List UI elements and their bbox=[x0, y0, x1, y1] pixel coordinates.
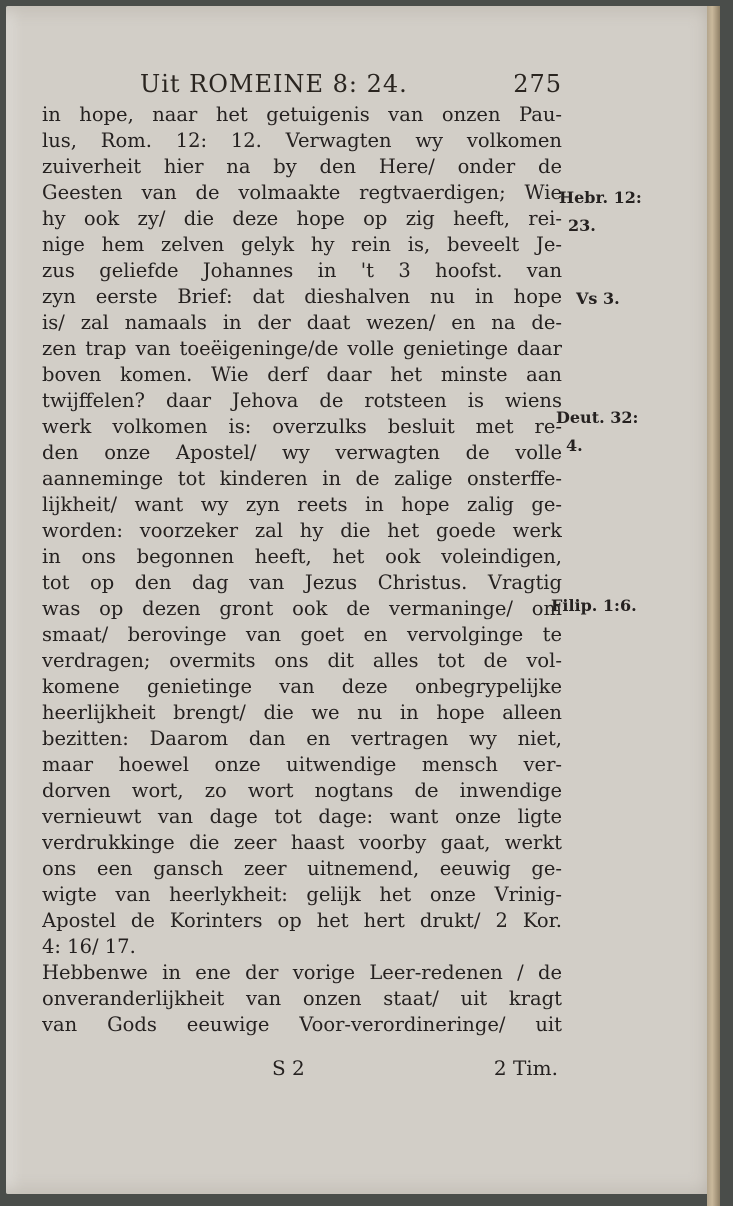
page-edge bbox=[707, 6, 720, 1206]
signature-mark: S 2 bbox=[272, 1056, 305, 1080]
text-line: is/ zal namaals in der daat wezen/ en na de- bbox=[42, 311, 562, 334]
margin-note-hebr-verse: 23. bbox=[568, 216, 596, 235]
text-line: vernieuwt van dage tot dage: want onze ligte bbox=[42, 805, 562, 828]
text-line: van Gods eeuwige Voor-verordineringe/ uit bbox=[42, 1013, 562, 1036]
text-line: hy ook zy/ die deze hope op zig heeft, rei- bbox=[42, 207, 562, 230]
text-line: onveranderlijkheit van onzen staat/ uit kragt bbox=[42, 987, 562, 1010]
text-line: zen trap van toeëigeninge/de volle genietinge daar bbox=[42, 337, 562, 360]
margin-note-hebr: Hebr. 12: bbox=[559, 188, 642, 207]
body-text bbox=[42, 102, 562, 1038]
text-line: zuiverheit hier na by den Here/ onder de bbox=[42, 155, 562, 178]
margin-note-vs: Vs 3. bbox=[576, 289, 620, 308]
book-page bbox=[6, 6, 720, 1194]
text-line: in hope, naar het getuigenis van onzen Pau- bbox=[42, 103, 562, 126]
text-line: lus, Rom. 12: 12. Verwagten wy volkomen bbox=[42, 129, 562, 152]
text-line: wigte van heerlykheit: gelijk het onze Vrinig- bbox=[42, 883, 562, 906]
page-header bbox=[42, 68, 562, 104]
margin-note-deut-verse: 4. bbox=[566, 436, 583, 455]
text-line: aanneminge tot kinderen in de zalige onsterffe- bbox=[42, 467, 562, 490]
text-line: ons een gansch zeer uitnemend, eeuwig ge- bbox=[42, 857, 562, 880]
page-footer bbox=[42, 1056, 558, 1084]
text-line: nige hem zelven gelyk hy rein is, beveelt Je- bbox=[42, 233, 562, 256]
text-line: boven komen. Wie derf daar het minste aan bbox=[42, 363, 562, 386]
running-head: Uit ROMEINE 8: 24. bbox=[140, 70, 408, 98]
text-line: verdrukkinge die zeer haast voorby gaat, werkt bbox=[42, 831, 562, 854]
text-line: twijffelen? daar Jehova de rotsteen is wiens bbox=[42, 389, 562, 412]
text-line: dorven wort, zo wort nogtans de inwendige bbox=[42, 779, 562, 802]
margin-note-filip: Filip. 1:6. bbox=[551, 596, 637, 615]
text-line: zyn eerste Brief: dat dieshalven nu in hope bbox=[42, 285, 562, 308]
text-line: lijkheit/ want wy zyn reets in hope zalig ge- bbox=[42, 493, 562, 516]
catchword: 2 Tim. bbox=[493, 1056, 558, 1080]
text-line: was op dezen gront ook de vermaninge/ om bbox=[42, 597, 562, 620]
text-line: den onze Apostel/ wy verwagten de volle bbox=[42, 441, 562, 464]
text-line: worden: voorzeker zal hy die het goede werk bbox=[42, 519, 562, 542]
text-line: Apostel de Korinters op het hert drukt/ 2 Kor. bbox=[42, 909, 562, 932]
text-line: verdragen; overmits ons dit alles tot de vol- bbox=[42, 649, 562, 672]
text-line: zus geliefde Johannes in 't 3 hoofst. van bbox=[42, 259, 562, 282]
margin-note-deut: Deut. 32: bbox=[556, 408, 639, 427]
text-line: smaat/ berovinge van goet en vervolginge te bbox=[42, 623, 562, 646]
text-line: 4: 16/ 17. bbox=[42, 935, 136, 958]
text-line: komene genietinge van deze onbegrypelijke bbox=[42, 675, 562, 698]
text-line: heerlijkheit brengt/ die we nu in hope alleen bbox=[42, 701, 562, 724]
text-line: werk volkomen is: overzulks besluit met re- bbox=[42, 415, 562, 438]
text-line: bezitten: Daarom dan en vertragen wy niet, bbox=[42, 727, 562, 750]
text-line: Hebbenwe in ene der vorige Leer-redenen / de bbox=[42, 961, 562, 984]
text-line: Geesten van de volmaakte regtvaerdigen; Wie bbox=[42, 181, 562, 204]
text-line: tot op den dag van Jezus Christus. Vragtig bbox=[42, 571, 562, 594]
text-line: in ons begonnen heeft, het ook voleindigen, bbox=[42, 545, 562, 568]
page-number: 275 bbox=[513, 70, 562, 98]
text-line: maar hoewel onze uitwendige mensch ver- bbox=[42, 753, 562, 776]
